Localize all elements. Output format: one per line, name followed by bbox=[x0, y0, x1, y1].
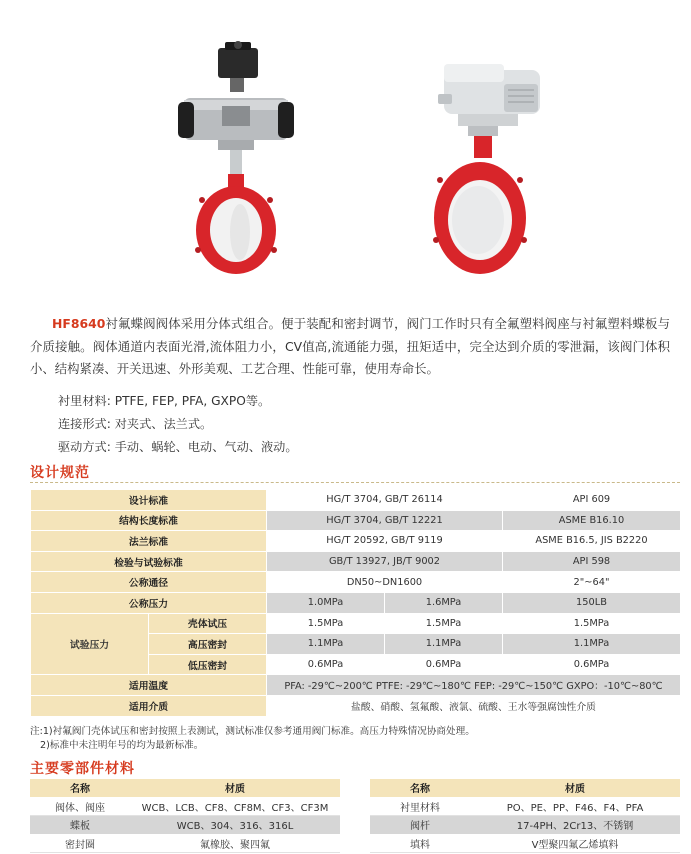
part-material: PO、PE、PP、F46、F4、PFA bbox=[470, 797, 680, 816]
product-images bbox=[0, 0, 691, 300]
lining-material: 衬里材料: PTFE, FEP, PFA, GXPO等。 bbox=[58, 394, 271, 408]
table-row bbox=[370, 816, 680, 835]
row-label: 结构长度标准 bbox=[31, 510, 267, 531]
table-cell: 1.0MPa bbox=[267, 592, 385, 613]
model-number: HF8640 bbox=[52, 316, 106, 331]
row-label: 公称压力 bbox=[31, 592, 267, 613]
note-2: 2)标准中未注明年号的均为最新标准。 bbox=[40, 740, 204, 751]
row-label: 高压密封 bbox=[149, 634, 267, 655]
row-label: 适用介质 bbox=[31, 695, 267, 716]
parts-table-right bbox=[370, 779, 680, 853]
table-header-row bbox=[370, 779, 680, 797]
table-cell: 1.5MPa bbox=[503, 613, 681, 634]
table-row bbox=[31, 695, 681, 716]
table-row bbox=[31, 592, 681, 613]
table-cell: ASME B16.10 bbox=[503, 510, 681, 531]
table-cell: 1.1MPa bbox=[503, 634, 681, 655]
parts-table-left bbox=[30, 779, 340, 853]
table-header-row bbox=[30, 779, 340, 797]
design-spec-title: 设计规范 bbox=[30, 465, 90, 481]
part-name: 衬里材料 bbox=[370, 797, 470, 816]
table-cell: GB/T 13927, JB/T 9002 bbox=[267, 551, 503, 572]
part-material: WCB、304、316、316L bbox=[130, 816, 340, 835]
note-1: 注:1)衬氟阀门壳体试压和密封按照上表测试，测试标准仅参考通用阀门标准。高压力特殊情况协商处理。 bbox=[30, 726, 475, 737]
table-row bbox=[31, 531, 681, 552]
table-cell: API 609 bbox=[503, 490, 681, 511]
row-label: 检验与试验标准 bbox=[31, 551, 267, 572]
part-name: 阀体、阀座 bbox=[30, 797, 130, 816]
table-cell: 盐酸、硝酸、氢氟酸、液氯、硫酸、王水等强腐蚀性介质 bbox=[267, 695, 681, 716]
row-label: 适用温度 bbox=[31, 675, 267, 696]
row-label: 低压密封 bbox=[149, 654, 267, 675]
table-cell: 1.5MPa bbox=[385, 613, 503, 634]
table-cell: API 598 bbox=[503, 551, 681, 572]
table-cell: 1.1MPa bbox=[267, 634, 385, 655]
table-cell: 0.6MPa bbox=[267, 654, 385, 675]
part-name: 密封圈 bbox=[30, 834, 130, 853]
table-cell: 150LB bbox=[503, 592, 681, 613]
table-row bbox=[31, 510, 681, 531]
intro-text: 衬氟蝶阀阀体采用分体式组合。便于装配和密封调节，阀门工作时只有全氟塑料阀座与衬氟塑料蝶板与介质接触。阀体通道内表面光滑,流体阻力小，CV值高,流通能力强，扭矩适中，完全达到介质的零泄漏，该阀门体积小、结构紧凑、开关迅速、外形美观、工艺合理、性能可靠，使用寿命长。 bbox=[30, 316, 670, 376]
table-row bbox=[31, 572, 681, 593]
drive-mode: 驱动方式: 手动、蜗轮、电动、气动、液动。 bbox=[58, 440, 298, 454]
group-label: 试验压力 bbox=[31, 613, 149, 675]
table-cell: ASME B16.5, JIS B2220 bbox=[503, 531, 681, 552]
table-row bbox=[370, 797, 680, 816]
part-material: 氟橡胶、聚四氟 bbox=[130, 834, 340, 853]
part-name: 阀杆 bbox=[370, 816, 470, 835]
table-row bbox=[31, 613, 681, 634]
connection-type: 连接形式: 对夹式、法兰式。 bbox=[58, 417, 213, 431]
header-name: 名称 bbox=[30, 779, 130, 797]
intro-paragraph bbox=[30, 313, 670, 381]
part-name: 填料 bbox=[370, 834, 470, 853]
part-material: 17-4PH、2Cr13、不锈钢 bbox=[470, 816, 680, 835]
table-row bbox=[370, 834, 680, 853]
row-label: 公称通径 bbox=[31, 572, 267, 593]
row-label: 法兰标准 bbox=[31, 531, 267, 552]
row-label: 设计标准 bbox=[31, 490, 267, 511]
table-cell: PFA: -29℃~200℃ PTFE: -29℃~180℃ FEP: -29℃~150℃ GXPO：-10℃~80℃ bbox=[267, 675, 681, 696]
part-name: 蝶板 bbox=[30, 816, 130, 835]
design-spec-table bbox=[30, 489, 681, 717]
table-cell: HG/T 3704, GB/T 26114 bbox=[267, 490, 503, 511]
table-row bbox=[31, 675, 681, 696]
table-row bbox=[31, 551, 681, 572]
header-name: 名称 bbox=[370, 779, 470, 797]
table-cell: 1.5MPa bbox=[267, 613, 385, 634]
header-material: 材质 bbox=[130, 779, 340, 797]
table-row bbox=[31, 490, 681, 511]
part-material: V型聚四氟乙烯填料 bbox=[470, 834, 680, 853]
pneumatic-butterfly-valve-image bbox=[170, 40, 300, 280]
table-cell: 1.6MPa bbox=[385, 592, 503, 613]
table-cell: 0.6MPa bbox=[385, 654, 503, 675]
table-row bbox=[30, 816, 340, 835]
table-cell: 1.1MPa bbox=[385, 634, 503, 655]
table-cell: HG/T 20592, GB/T 9119 bbox=[267, 531, 503, 552]
table-cell: 0.6MPa bbox=[503, 654, 681, 675]
table-row bbox=[30, 797, 340, 816]
section-divider bbox=[30, 482, 680, 483]
parts-title: 主要零部件材料 bbox=[30, 761, 135, 777]
table-row bbox=[30, 834, 340, 853]
table-cell: 2"~64" bbox=[503, 572, 681, 593]
table-cell: HG/T 3704, GB/T 12221 bbox=[267, 510, 503, 531]
row-label: 壳体试压 bbox=[149, 613, 267, 634]
part-material: WCB、LCB、CF8、CF8M、CF3、CF3M bbox=[130, 797, 340, 816]
header-material: 材质 bbox=[470, 779, 680, 797]
electric-butterfly-valve-image bbox=[408, 50, 548, 290]
table-cell: DN50~DN1600 bbox=[267, 572, 503, 593]
